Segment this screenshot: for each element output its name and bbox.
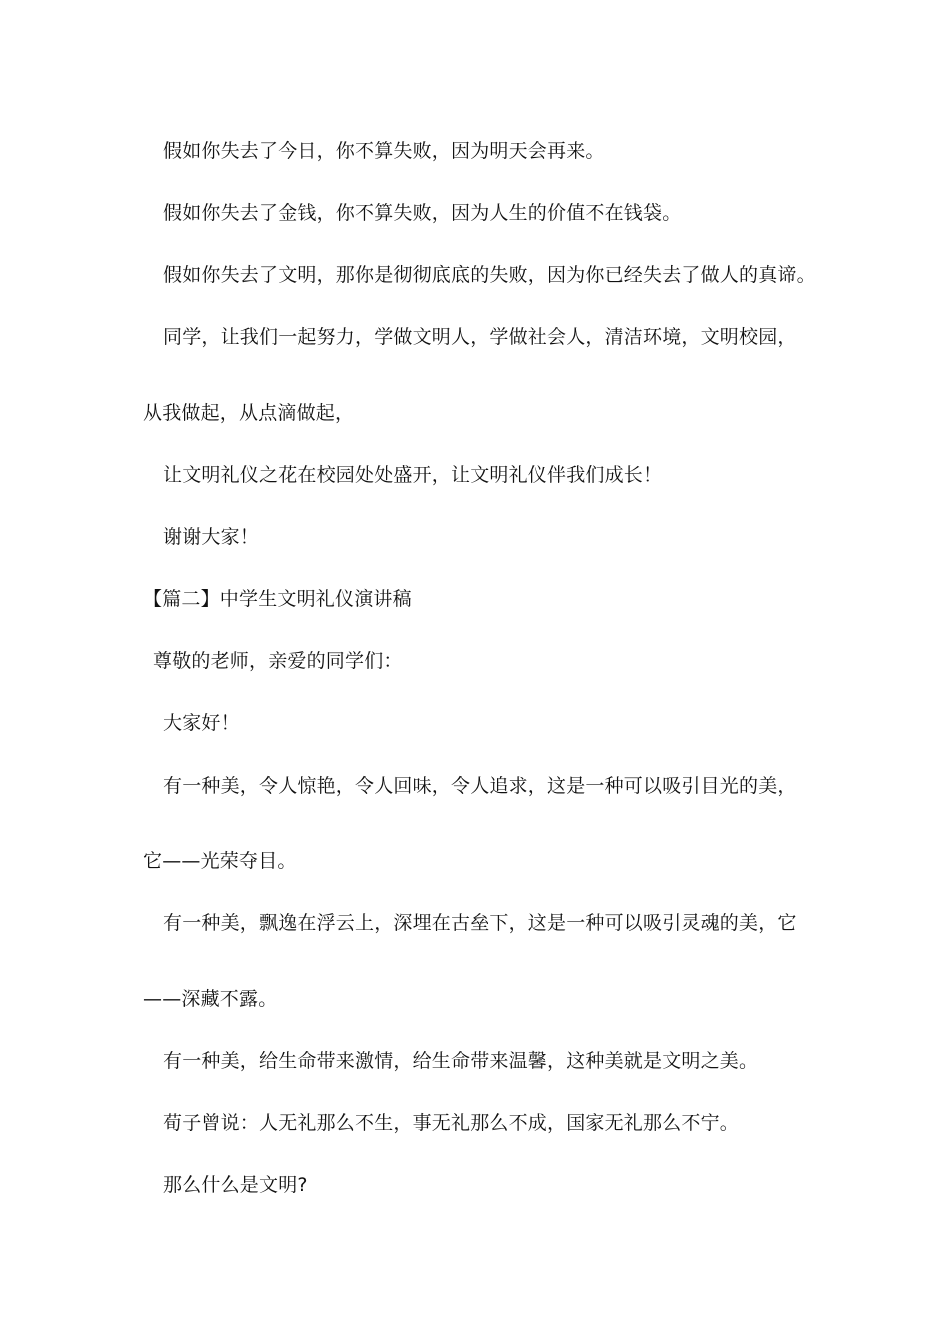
paragraph-line: ——深藏不露。 — [143, 988, 278, 1010]
paragraph-line: 它——光荣夺目。 — [143, 850, 297, 872]
paragraph-line: 那么什么是文明? — [163, 1174, 308, 1196]
paragraph-line: 让文明礼仪之花在校园处处盛开，让文明礼仪伴我们成长！ — [163, 464, 663, 486]
paragraph-line: 有一种美，给生命带来激情，给生命带来温馨，这种美就是文明之美。 — [163, 1050, 759, 1072]
closing-line: 谢谢大家！ — [163, 526, 260, 548]
paragraph-line: 假如你失去了今日，你不算失败，因为明天会再来。 — [163, 140, 605, 162]
paragraph-line: 荀子曾说：人无礼那么不生，事无礼那么不成，国家无礼那么不宁。 — [163, 1112, 740, 1134]
paragraph-line: 有一种美，飘逸在浮云上，深埋在古垒下，这是一种可以吸引灵魂的美，它 — [163, 912, 797, 934]
paragraph-line: 从我做起，从点滴做起， — [143, 402, 355, 424]
greeting-line: 大家好！ — [163, 712, 240, 734]
paragraph-line: 假如你失去了金钱，你不算失败，因为人生的价值不在钱袋。 — [163, 202, 682, 224]
paragraph-line: 有一种美，令人惊艳，令人回味，令人追求，这是一种可以吸引目光的美， — [163, 775, 797, 797]
paragraph-line: 同学，让我们一起努力，学做文明人，学做社会人，清洁环境，文明校园， — [163, 326, 797, 348]
section-heading: 【篇二】中学生文明礼仪演讲稿 — [143, 588, 412, 610]
paragraph-line: 假如你失去了文明，那你是彻彻底底的失败，因为你已经失去了做人的真谛。 — [163, 264, 816, 286]
salutation-line: 尊敬的老师，亲爱的同学们： — [153, 650, 403, 672]
